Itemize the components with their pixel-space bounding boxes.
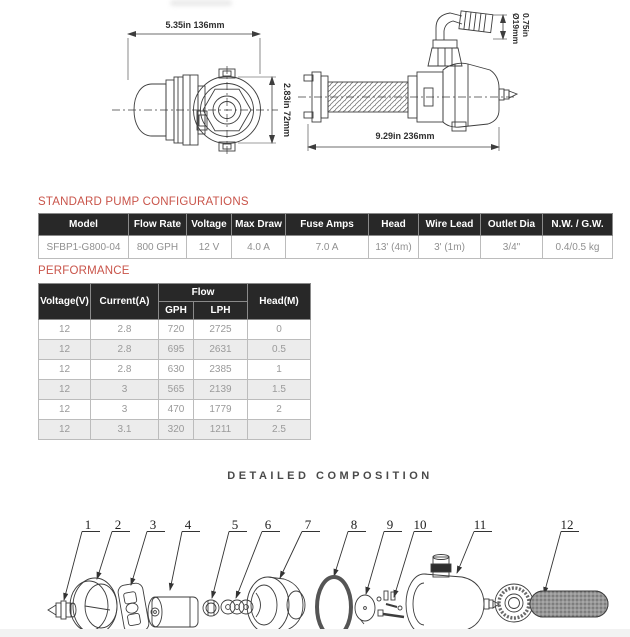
performance-cell: 2.8: [91, 320, 159, 340]
performance-cell: 3: [91, 380, 159, 400]
performance-cell: 470: [159, 400, 194, 420]
config-cell: 0.4/0.5 kg: [543, 236, 613, 259]
config-header-head: Head: [369, 214, 419, 236]
part-number-3: 3: [149, 517, 157, 532]
config-header-fuse-amps: Fuse Amps: [286, 214, 369, 236]
part-number-10: 10: [413, 517, 427, 532]
performance-cell: 12: [39, 340, 91, 360]
perf-header-head: Head(M): [248, 284, 311, 320]
performance-cell: 695: [159, 340, 194, 360]
outlet-diameter-dimension: [511, 13, 531, 44]
config-header-voltage: Voltage: [187, 214, 232, 236]
perf-header-gph: GPH: [159, 302, 194, 320]
config-header-wire-lead: Wire Lead: [419, 214, 481, 236]
performance-cell: 2385: [194, 360, 248, 380]
config-header-flow-rate: Flow Rate: [129, 214, 187, 236]
config-header-model: Model: [39, 214, 129, 236]
perf-header-current: Current(A): [91, 284, 159, 320]
performance-cell: 12: [39, 360, 91, 380]
performance-cell: 0.5: [248, 340, 311, 360]
part-6-washers: [221, 600, 253, 614]
performance-cell: 3: [91, 400, 159, 420]
performance-cell: 2139: [194, 380, 248, 400]
composition-section-title: DETAILED COMPOSITION: [227, 470, 433, 482]
part-10-screw-kit: [377, 591, 404, 617]
part-number-11: 11: [473, 517, 487, 532]
config-header-nw-gw: N.W. / G.W.: [543, 214, 613, 236]
technical-drawings: [0, 0, 630, 170]
performance-cell: 0: [248, 320, 311, 340]
table-row: [39, 420, 311, 440]
front-view-drawing: [112, 34, 278, 154]
performance-table: [38, 283, 311, 440]
part-number-5: 5: [231, 517, 239, 532]
part-5-seal: [203, 600, 219, 616]
performance-cell: 1211: [194, 420, 248, 440]
config-cell: 3/4": [481, 236, 543, 259]
part-number-2: 2: [114, 517, 122, 532]
config-cell: SFBP1-G800-04: [39, 236, 129, 259]
part-number-9: 9: [386, 517, 394, 532]
performance-cell: 3.1: [91, 420, 159, 440]
config-cell: 3' (1m): [419, 236, 481, 259]
config-cell: 12 V: [187, 236, 232, 259]
performance-cell: 565: [159, 380, 194, 400]
performance-cell: 720: [159, 320, 194, 340]
part-number-12: 12: [560, 517, 574, 532]
performance-cell: 2725: [194, 320, 248, 340]
performance-cell: 630: [159, 360, 194, 380]
table-row: [39, 236, 613, 259]
performance-cell: 2.5: [248, 420, 311, 440]
perf-header-lph: LPH: [194, 302, 248, 320]
config-header-max-draw: Max Draw: [232, 214, 286, 236]
table-row: [39, 320, 311, 340]
perf-header-voltage: Voltage(V): [39, 284, 91, 320]
part-8-o-ring: [317, 577, 351, 637]
config-table: [38, 213, 613, 259]
config-header-outlet-dia: Outlet Dia: [481, 214, 543, 236]
performance-cell: 2.8: [91, 360, 159, 380]
front-width-dimension: 5.35in 136mm: [165, 20, 225, 30]
config-cell: 4.0 A: [232, 236, 286, 259]
performance-cell: 12: [39, 380, 91, 400]
side-length-dimension: 9.29in 236mm: [375, 131, 435, 141]
performance-cell: 2: [248, 400, 311, 420]
performance-cell: 12: [39, 320, 91, 340]
part-number-1: 1: [84, 517, 92, 532]
table-row: [39, 340, 311, 360]
front-height-dimension: 2.83in 72mm: [282, 83, 292, 138]
performance-cell: 12: [39, 400, 91, 420]
part-12-strainer: [495, 584, 608, 622]
part-number-7: 7: [304, 517, 312, 532]
table-row: [39, 380, 311, 400]
performance-cell: 320: [159, 420, 194, 440]
performance-cell: 1779: [194, 400, 248, 420]
config-header-row: [39, 214, 613, 236]
bottom-strip: [0, 629, 630, 637]
part-3-gasket: [117, 582, 150, 634]
performance-cell: 1: [248, 360, 311, 380]
part-7-pump-housing: [247, 577, 305, 633]
side-view-drawing: [298, 11, 517, 151]
table-row: [39, 360, 311, 380]
perf-header-row-1: [39, 284, 311, 302]
part-4-motor-cartridge: [148, 597, 198, 627]
config-cell: 7.0 A: [286, 236, 369, 259]
performance-cell: 2.8: [91, 340, 159, 360]
config-cell: 800 GPH: [129, 236, 187, 259]
perf-header-flow: Flow: [159, 284, 248, 302]
part-number-8: 8: [350, 517, 358, 532]
table-row: [39, 400, 311, 420]
part-number-4: 4: [184, 517, 192, 532]
part-number-6: 6: [264, 517, 272, 532]
config-section-title: STANDARD PUMP CONFIGURATIONS: [38, 196, 249, 208]
performance-cell: 2631: [194, 340, 248, 360]
part-2-impeller-cover: [70, 578, 117, 634]
part-11-pump-body: [406, 555, 499, 637]
outlet-dim-line1: 0.75in: [521, 13, 531, 38]
config-cell: 13' (4m): [369, 236, 419, 259]
performance-cell: 1.5: [248, 380, 311, 400]
outlet-dim-line2: Ø19mm: [511, 13, 521, 45]
performance-cell: 12: [39, 420, 91, 440]
part-9-disc: [355, 595, 375, 624]
performance-section-title: PERFORMANCE: [38, 265, 130, 277]
